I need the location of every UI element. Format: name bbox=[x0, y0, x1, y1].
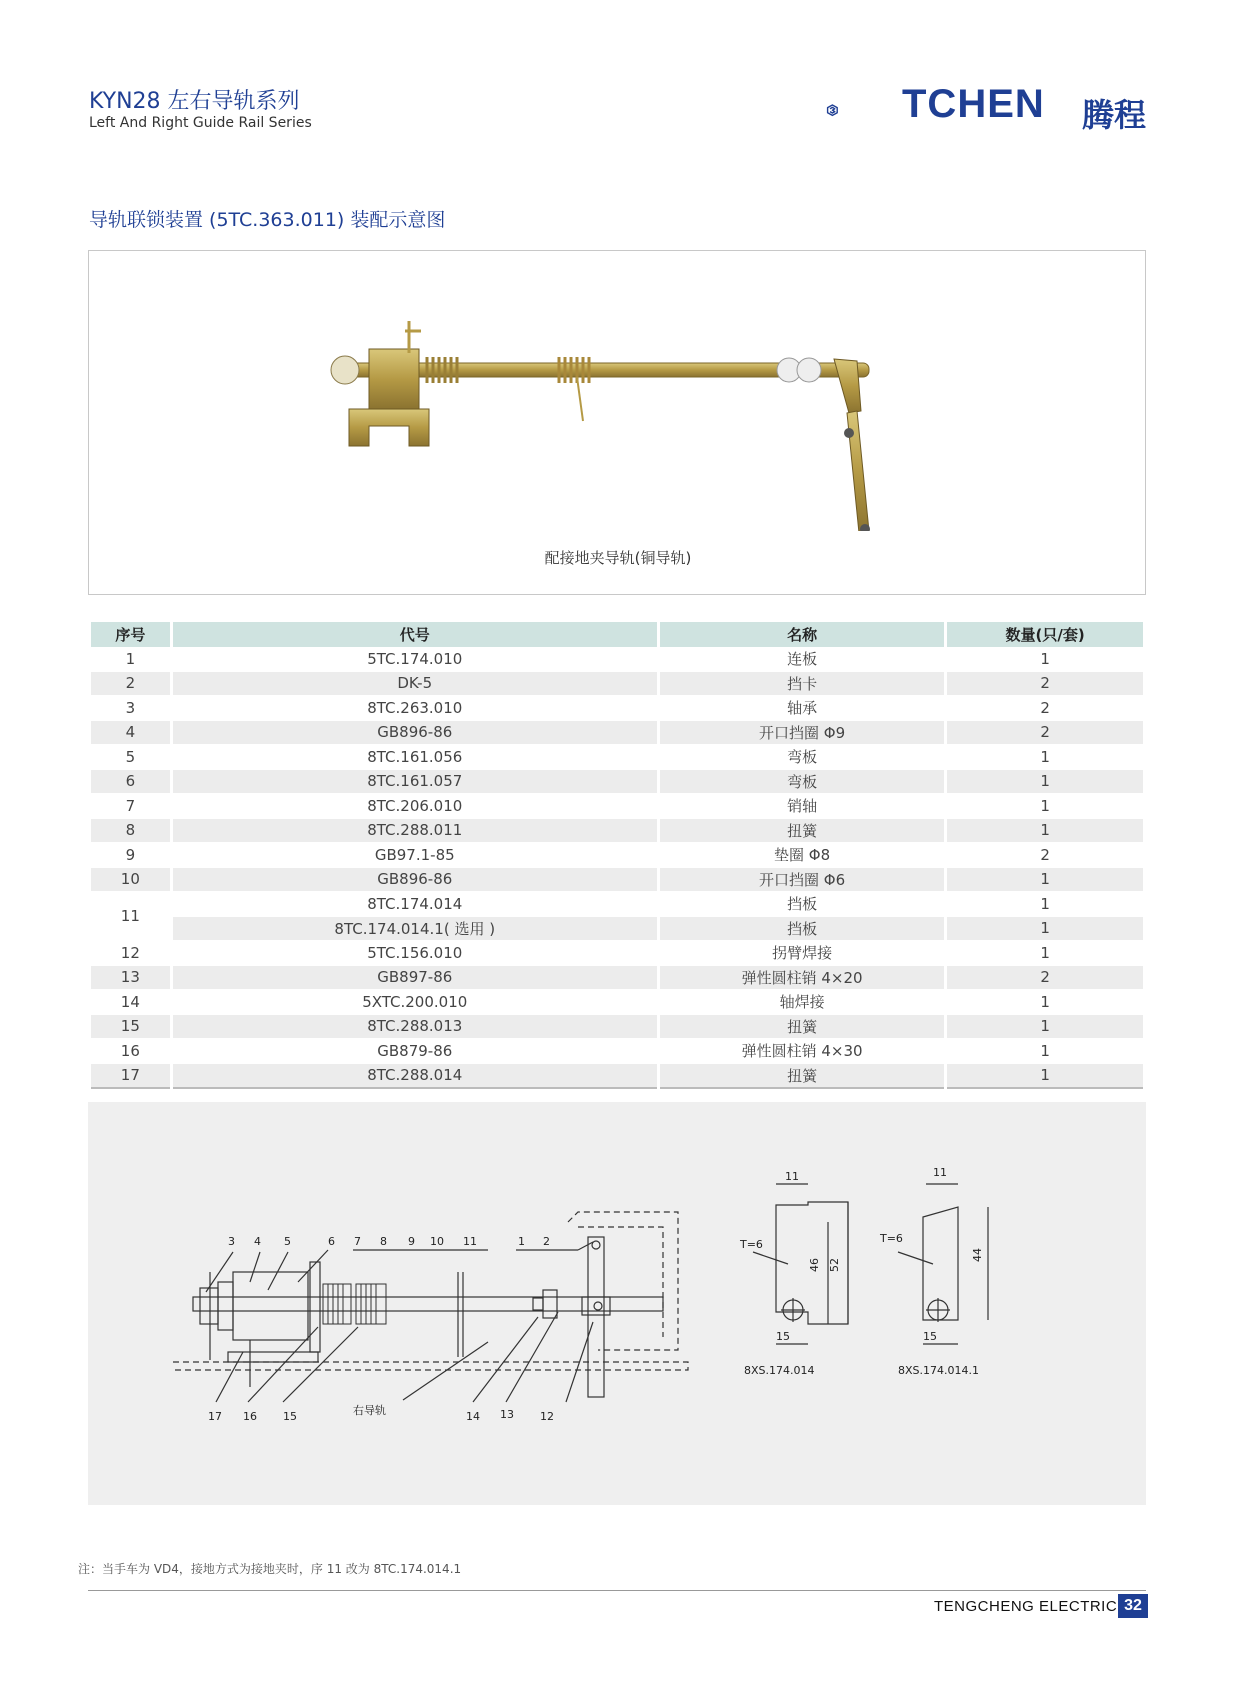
cell-no: 7 bbox=[91, 794, 170, 819]
cell-qty: 1 bbox=[947, 941, 1143, 966]
assembly-drawing bbox=[88, 1102, 1146, 1505]
callout-13: 13 bbox=[500, 1408, 514, 1421]
callout-3: 3 bbox=[228, 1235, 235, 1248]
callout-12: 12 bbox=[540, 1410, 554, 1423]
cell-qty: 2 bbox=[947, 721, 1143, 746]
cell-name: 扭簧 bbox=[660, 1064, 944, 1090]
cell-name: 弯板 bbox=[660, 770, 944, 795]
parts-table bbox=[88, 622, 1146, 1089]
part-a-thickness: T=6 bbox=[740, 1238, 763, 1251]
footer-company: TENGCHENG ELECTRIC bbox=[934, 1598, 1118, 1615]
cell-no: 2 bbox=[91, 672, 170, 697]
cell-no: 9 bbox=[91, 843, 170, 868]
cell-code: GB896-86 bbox=[173, 868, 657, 893]
part-b-thickness: T=6 bbox=[880, 1232, 903, 1245]
cell-code: 8TC.263.010 bbox=[173, 696, 657, 721]
cell-name: 弹性圆柱销 4×20 bbox=[660, 966, 944, 991]
cell-code: 5XTC.200.010 bbox=[173, 990, 657, 1015]
callout-2: 2 bbox=[543, 1235, 550, 1248]
brand-logo-icon bbox=[826, 78, 890, 142]
callout-5: 5 bbox=[284, 1235, 291, 1248]
callout-4: 4 bbox=[254, 1235, 261, 1248]
series-title-en: Left And Right Guide Rail Series bbox=[89, 115, 312, 131]
cell-code: DK-5 bbox=[173, 672, 657, 697]
cell-no: 1 bbox=[91, 647, 170, 672]
table-header-row bbox=[91, 622, 1143, 647]
cell-no: 13 bbox=[91, 966, 170, 991]
cell-name: 弯板 bbox=[660, 745, 944, 770]
cell-qty: 2 bbox=[947, 843, 1143, 868]
table-row bbox=[91, 647, 1143, 672]
cell-no: 16 bbox=[91, 1039, 170, 1064]
cell-qty: 1 bbox=[947, 990, 1143, 1015]
cell-code: GB879-86 bbox=[173, 1039, 657, 1064]
cell-no: 12 bbox=[91, 941, 170, 966]
callout-17: 17 bbox=[208, 1410, 222, 1423]
cell-no: 14 bbox=[91, 990, 170, 1015]
cell-code: 8TC.161.056 bbox=[173, 745, 657, 770]
cell-name: 垫圈 Φ8 bbox=[660, 843, 944, 868]
part-a-dim-top: 11 bbox=[785, 1170, 799, 1183]
table-row bbox=[91, 745, 1143, 770]
cell-qty: 2 bbox=[947, 696, 1143, 721]
table-row bbox=[91, 843, 1143, 868]
callout-8: 8 bbox=[380, 1235, 387, 1248]
cell-qty: 1 bbox=[947, 892, 1143, 917]
part-a-dim-bottom: 15 bbox=[776, 1330, 790, 1343]
cell-qty: 2 bbox=[947, 966, 1143, 991]
table-row bbox=[91, 966, 1143, 991]
cell-code: 5TC.174.010 bbox=[173, 647, 657, 672]
callout-7: 7 bbox=[354, 1235, 361, 1248]
cell-no: 4 bbox=[91, 721, 170, 746]
part-b-dim-top: 11 bbox=[933, 1166, 947, 1179]
cell-code: GB896-86 bbox=[173, 721, 657, 746]
col-header-qty: 数量(只/套) bbox=[947, 622, 1143, 647]
table-row bbox=[91, 794, 1143, 819]
footnote: 注：当手车为 VD4，接地方式为接地夹时，序 11 改为 8TC.174.014.1 bbox=[78, 1562, 462, 1576]
table-row bbox=[91, 819, 1143, 844]
cell-no: 17 bbox=[91, 1064, 170, 1090]
table-row bbox=[91, 941, 1143, 966]
cell-name: 挡板 bbox=[660, 892, 944, 917]
cell-code: 8TC.206.010 bbox=[173, 794, 657, 819]
cell-code: 5TC.156.010 bbox=[173, 941, 657, 966]
table-row bbox=[91, 892, 1143, 917]
section-title: 导轨联锁装置 (5TC.363.011) 装配示意图 bbox=[89, 209, 446, 231]
cell-name: 挡板 bbox=[660, 917, 944, 942]
cell-code: 8TC.288.011 bbox=[173, 819, 657, 844]
part-a-dim-h2: 52 bbox=[828, 1258, 841, 1272]
cell-qty: 1 bbox=[947, 1015, 1143, 1040]
cell-code: 8TC.288.013 bbox=[173, 1015, 657, 1040]
cell-qty: 1 bbox=[947, 868, 1143, 893]
table-row bbox=[91, 770, 1143, 795]
table-row bbox=[91, 1015, 1143, 1040]
part-a-label: 8XS.174.014 bbox=[744, 1364, 815, 1377]
cell-no: 10 bbox=[91, 868, 170, 893]
table-row bbox=[91, 721, 1143, 746]
table-row bbox=[91, 1039, 1143, 1064]
callout-14: 14 bbox=[466, 1410, 480, 1423]
callout-11: 11 bbox=[463, 1235, 477, 1248]
cell-name: 弹性圆柱销 4×30 bbox=[660, 1039, 944, 1064]
cell-no: 11 bbox=[91, 892, 170, 941]
cell-qty: 1 bbox=[947, 647, 1143, 672]
part-a-dim-h1: 46 bbox=[808, 1258, 821, 1272]
table-row bbox=[91, 917, 1143, 942]
footer-divider bbox=[88, 1590, 1146, 1591]
cell-name: 轴承 bbox=[660, 696, 944, 721]
callout-15: 15 bbox=[283, 1410, 297, 1423]
brand-name-cn: 腾程 bbox=[1082, 96, 1147, 134]
cell-name: 销轴 bbox=[660, 794, 944, 819]
callout-1: 1 bbox=[518, 1235, 525, 1248]
cell-no: 15 bbox=[91, 1015, 170, 1040]
cell-name: 连板 bbox=[660, 647, 944, 672]
callout-6: 6 bbox=[328, 1235, 335, 1248]
brand-name: TCHEN bbox=[902, 82, 1045, 126]
callout-16: 16 bbox=[243, 1410, 257, 1423]
cell-qty: 1 bbox=[947, 1064, 1143, 1090]
cell-qty: 2 bbox=[947, 672, 1143, 697]
cell-no: 3 bbox=[91, 696, 170, 721]
cell-qty: 1 bbox=[947, 917, 1143, 942]
guide-rail-interlock-photo bbox=[309, 291, 989, 531]
table-row bbox=[91, 868, 1143, 893]
cell-no: 8 bbox=[91, 819, 170, 844]
callout-9: 9 bbox=[408, 1235, 415, 1248]
cell-qty: 1 bbox=[947, 794, 1143, 819]
cell-qty: 1 bbox=[947, 770, 1143, 795]
cell-code: 8TC.174.014.1( 选用 ) bbox=[173, 917, 657, 942]
cell-qty: 1 bbox=[947, 745, 1143, 770]
page-number: 32 bbox=[1118, 1594, 1148, 1618]
cell-name: 扭簧 bbox=[660, 1015, 944, 1040]
cell-qty: 1 bbox=[947, 819, 1143, 844]
cell-qty: 1 bbox=[947, 1039, 1143, 1064]
photo-caption: 配接地夹导轨(铜导轨) bbox=[544, 549, 692, 567]
part-b-dim-bottom: 15 bbox=[923, 1330, 937, 1343]
part-b-label: 8XS.174.014.1 bbox=[898, 1364, 979, 1377]
cell-name: 开口挡圈 Φ9 bbox=[660, 721, 944, 746]
table-row bbox=[91, 990, 1143, 1015]
col-header-no: 序号 bbox=[91, 622, 170, 647]
cell-no: 6 bbox=[91, 770, 170, 795]
table-row bbox=[91, 672, 1143, 697]
part-b-dim-h: 44 bbox=[971, 1248, 984, 1262]
cell-code: GB897-86 bbox=[173, 966, 657, 991]
cell-no: 5 bbox=[91, 745, 170, 770]
cell-name: 扭簧 bbox=[660, 819, 944, 844]
product-photo-frame bbox=[88, 250, 1146, 595]
col-header-code: 代号 bbox=[173, 622, 657, 647]
cell-code: 8TC.174.014 bbox=[173, 892, 657, 917]
series-title-cn: KYN28 左右导轨系列 bbox=[89, 89, 300, 114]
cell-name: 开口挡圈 Φ6 bbox=[660, 868, 944, 893]
cell-code: GB97.1-85 bbox=[173, 843, 657, 868]
cell-code: 8TC.161.057 bbox=[173, 770, 657, 795]
col-header-name: 名称 bbox=[660, 622, 944, 647]
cell-code: 8TC.288.014 bbox=[173, 1064, 657, 1090]
callout-10: 10 bbox=[430, 1235, 444, 1248]
rail-label: 右导轨 bbox=[353, 1404, 386, 1417]
assembly-drawing-panel bbox=[88, 1102, 1146, 1505]
cell-name: 挡卡 bbox=[660, 672, 944, 697]
table-row bbox=[91, 696, 1143, 721]
cell-name: 轴焊接 bbox=[660, 990, 944, 1015]
cell-name: 拐臂焊接 bbox=[660, 941, 944, 966]
table-row bbox=[91, 1064, 1143, 1090]
